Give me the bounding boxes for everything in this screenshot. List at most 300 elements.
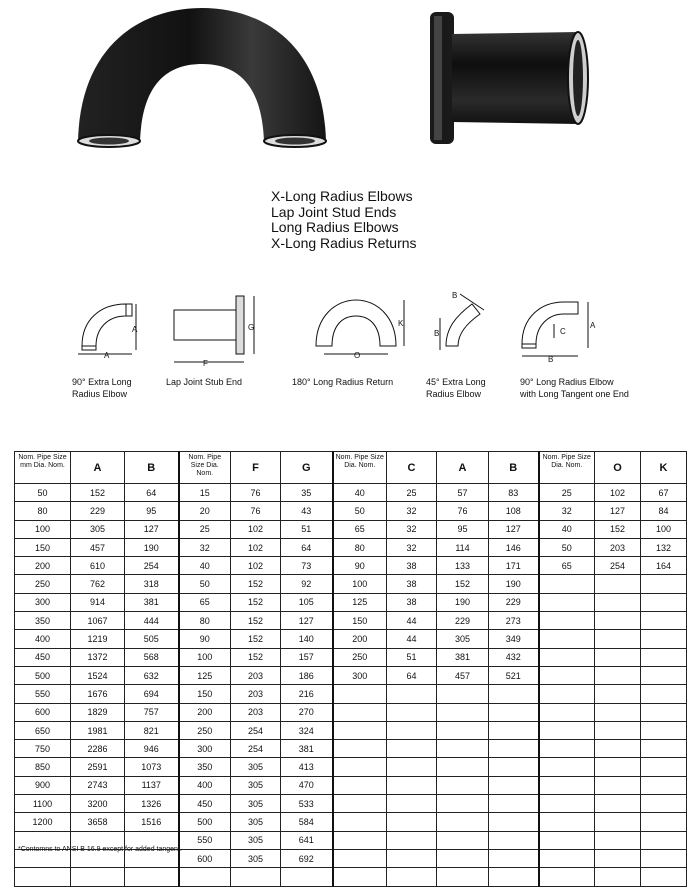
table-cell: 305 (231, 849, 281, 867)
table-cell: 641 (281, 831, 333, 849)
table-cell (539, 612, 595, 630)
table-cell: 254 (125, 557, 179, 575)
table-cell (387, 831, 437, 849)
table-cell: 127 (489, 520, 539, 538)
table-cell: 80 (179, 612, 231, 630)
dimension-table (14, 451, 687, 887)
table-cell (641, 813, 687, 831)
table-cell (437, 685, 489, 703)
table-cell (333, 849, 387, 867)
table-cell: 216 (281, 685, 333, 703)
table-cell (595, 740, 641, 758)
table-cell: 200 (15, 557, 71, 575)
table-row (15, 484, 687, 502)
table-cell: 152 (71, 484, 125, 502)
product-list (271, 189, 417, 251)
table-cell (595, 776, 641, 794)
table-cell: 324 (281, 721, 333, 739)
table-cell: 80 (333, 538, 387, 556)
table-cell (437, 703, 489, 721)
table-row (15, 666, 687, 684)
table-cell (641, 849, 687, 867)
dim-b-label: B (434, 329, 440, 338)
table-row (15, 721, 687, 739)
table-cell (641, 868, 687, 886)
table-cell: 65 (333, 520, 387, 538)
table-cell: 200 (179, 703, 231, 721)
table-cell: 550 (179, 831, 231, 849)
table-cell (489, 758, 539, 776)
table-cell (437, 831, 489, 849)
table-cell (595, 795, 641, 813)
table-cell: 32 (387, 502, 437, 520)
table-cell (333, 758, 387, 776)
table-cell (333, 795, 387, 813)
table-cell: 1981 (71, 721, 125, 739)
table-cell: 533 (281, 795, 333, 813)
return-bend-photo (72, 4, 332, 154)
table-cell (539, 630, 595, 648)
table-cell: 305 (231, 831, 281, 849)
table-cell: 32 (179, 538, 231, 556)
table-cell: 164 (641, 557, 687, 575)
table-cell: 40 (333, 484, 387, 502)
table-cell: 2743 (71, 776, 125, 794)
table-cell: 381 (437, 648, 489, 666)
elbow-45-diagram (430, 288, 500, 358)
table-cell: 432 (489, 648, 539, 666)
table-cell (489, 740, 539, 758)
table-cell: 150 (179, 685, 231, 703)
table-cell: 381 (125, 593, 179, 611)
table-cell (387, 758, 437, 776)
table-cell: 152 (231, 612, 281, 630)
table-cell (333, 831, 387, 849)
table-cell: 20 (179, 502, 231, 520)
table-cell (281, 868, 333, 886)
table-cell: 203 (595, 538, 641, 556)
table-cell: 65 (179, 593, 231, 611)
table-cell (333, 703, 387, 721)
table-cell: 1100 (15, 795, 71, 813)
table-cell: 2286 (71, 740, 125, 758)
table-cell (595, 593, 641, 611)
table-cell: 229 (71, 502, 125, 520)
table-row (15, 776, 687, 794)
table-header-cell: Nom. Pipe Size Dia. Nom. (179, 452, 231, 484)
table-cell (489, 849, 539, 867)
diagram-caption (426, 376, 486, 400)
table-cell: 1326 (125, 795, 179, 813)
table-cell: 25 (387, 484, 437, 502)
table-cell: 32 (387, 538, 437, 556)
diagram-caption (166, 376, 242, 388)
table-row (15, 813, 687, 831)
table-cell (641, 630, 687, 648)
table-cell: 757 (125, 703, 179, 721)
table-cell: 600 (15, 703, 71, 721)
table-cell: 203 (231, 666, 281, 684)
table-cell: 450 (179, 795, 231, 813)
table-cell: 76 (437, 502, 489, 520)
dim-k-label: K (398, 319, 404, 328)
table-header-cell: Nom. Pipe Size Dia. Nom. (333, 452, 387, 484)
table-cell: 505 (125, 630, 179, 648)
table-cell: 95 (125, 502, 179, 520)
table-cell: 1219 (71, 630, 125, 648)
dim-b-label: B (452, 291, 458, 300)
table-cell (387, 849, 437, 867)
table-cell (333, 740, 387, 758)
table-cell: 146 (489, 538, 539, 556)
table-cell: 133 (437, 557, 489, 575)
table-cell: 1524 (71, 666, 125, 684)
table-cell (595, 630, 641, 648)
table-cell: 900 (15, 776, 71, 794)
table-cell: 102 (231, 557, 281, 575)
table-cell: 190 (125, 538, 179, 556)
table-cell (387, 776, 437, 794)
table-cell: 3200 (71, 795, 125, 813)
table-cell: 254 (231, 740, 281, 758)
table-cell (539, 740, 595, 758)
table-cell (437, 868, 489, 886)
table-cell (437, 776, 489, 794)
table-cell: 914 (71, 593, 125, 611)
table-cell (595, 831, 641, 849)
table-cell (641, 831, 687, 849)
table-cell: 64 (281, 538, 333, 556)
return-180-diagram (312, 296, 410, 362)
table-cell: 457 (71, 538, 125, 556)
table-cell (539, 795, 595, 813)
table-cell: 318 (125, 575, 179, 593)
table-cell: 300 (15, 593, 71, 611)
table-cell: 229 (489, 593, 539, 611)
table-cell: 132 (641, 538, 687, 556)
table-cell: 80 (15, 502, 71, 520)
table-cell: 200 (333, 630, 387, 648)
table-cell (437, 795, 489, 813)
table-header-cell: B (125, 452, 179, 484)
table-cell: 102 (231, 520, 281, 538)
table-cell: 1372 (71, 648, 125, 666)
table-cell: 254 (595, 557, 641, 575)
table-cell (641, 648, 687, 666)
table-cell (539, 758, 595, 776)
table-cell: 694 (125, 685, 179, 703)
table-cell: 946 (125, 740, 179, 758)
table-cell: 152 (595, 520, 641, 538)
table-cell: 568 (125, 648, 179, 666)
table-row (15, 703, 687, 721)
table-cell (489, 703, 539, 721)
table-cell: 51 (387, 648, 437, 666)
table-row (15, 538, 687, 556)
table-cell: 152 (231, 593, 281, 611)
table-header-cell: B (489, 452, 539, 484)
table-cell (539, 593, 595, 611)
table-cell (333, 721, 387, 739)
table-cell: 270 (281, 703, 333, 721)
table-cell (437, 721, 489, 739)
table-cell (387, 703, 437, 721)
dim-c-label: C (560, 327, 566, 336)
table-cell: 381 (281, 740, 333, 758)
table-cell: 67 (641, 484, 687, 502)
table-cell: 140 (281, 630, 333, 648)
table-cell: 2591 (71, 758, 125, 776)
table-row (15, 795, 687, 813)
table-cell: 600 (179, 849, 231, 867)
table-cell: 127 (595, 502, 641, 520)
table-cell: 100 (333, 575, 387, 593)
table-cell (539, 575, 595, 593)
table-cell (489, 831, 539, 849)
table-cell: 50 (539, 538, 595, 556)
table-cell: 470 (281, 776, 333, 794)
table-cell (539, 703, 595, 721)
table-header-cell: A (71, 452, 125, 484)
footnote: *Contomns to ANSI B 16.9 except for added tangent. (18, 846, 182, 853)
table-cell: 584 (281, 813, 333, 831)
table-cell: 450 (15, 648, 71, 666)
table-cell: 349 (489, 630, 539, 648)
table-cell: 76 (231, 484, 281, 502)
table-cell (595, 612, 641, 630)
table-cell (595, 648, 641, 666)
table-cell (595, 666, 641, 684)
table-cell: 125 (179, 666, 231, 684)
table-cell (539, 648, 595, 666)
table-cell (489, 868, 539, 886)
table-cell: 550 (15, 685, 71, 703)
table-cell (539, 868, 595, 886)
table-cell: 300 (333, 666, 387, 684)
stub-end-diagram (170, 294, 270, 368)
table-cell: 150 (333, 612, 387, 630)
table-row (15, 630, 687, 648)
dim-f-label: F (203, 359, 208, 368)
table-cell (489, 721, 539, 739)
table-cell: 40 (539, 520, 595, 538)
table-cell (437, 740, 489, 758)
table-cell: 50 (179, 575, 231, 593)
table-row (15, 575, 687, 593)
table-cell: 500 (15, 666, 71, 684)
table-cell: 750 (15, 740, 71, 758)
table-cell: 43 (281, 502, 333, 520)
table-header-cell: Nom. Pipe Size mm Dia. Nom. (15, 452, 71, 484)
table-cell: 400 (179, 776, 231, 794)
table-cell: 821 (125, 721, 179, 739)
table-cell: 350 (179, 758, 231, 776)
table-header-cell: A (437, 452, 489, 484)
table-cell: 250 (333, 648, 387, 666)
table-cell: 57 (437, 484, 489, 502)
table-cell: 521 (489, 666, 539, 684)
table-cell (437, 849, 489, 867)
table-cell: 150 (15, 538, 71, 556)
table-cell (595, 575, 641, 593)
table-header-cell: F (231, 452, 281, 484)
table-cell: 25 (539, 484, 595, 502)
dim-a-label: A (590, 321, 596, 330)
table-cell (539, 831, 595, 849)
caption-line: 90° Long Radius Elbow (520, 377, 614, 387)
table-cell: 38 (387, 593, 437, 611)
table-cell: 1676 (71, 685, 125, 703)
heading-line: X-Long Radius Returns (271, 234, 417, 251)
table-cell (641, 721, 687, 739)
table-cell (333, 813, 387, 831)
caption-line: 90° Extra Long (72, 377, 132, 387)
dim-a-label: A (104, 351, 110, 360)
table-cell (641, 703, 687, 721)
table-cell: 102 (595, 484, 641, 502)
table-cell: 203 (231, 685, 281, 703)
table-cell: 1073 (125, 758, 179, 776)
table-cell: 632 (125, 666, 179, 684)
table-cell: 127 (125, 520, 179, 538)
table-cell (333, 776, 387, 794)
table-cell (387, 740, 437, 758)
table-cell (125, 868, 179, 886)
table-cell: 413 (281, 758, 333, 776)
table-cell (231, 868, 281, 886)
table-cell: 273 (489, 612, 539, 630)
table-cell: 457 (437, 666, 489, 684)
table-cell: 305 (231, 795, 281, 813)
table-cell (595, 849, 641, 867)
table-cell: 50 (333, 502, 387, 520)
caption-line: with Long Tangent one End (520, 389, 629, 399)
dim-a-label: A (132, 325, 138, 334)
table-cell: 50 (15, 484, 71, 502)
table-cell (539, 685, 595, 703)
table-cell: 1829 (71, 703, 125, 721)
table-cell (437, 758, 489, 776)
heading-line: Long Radius Elbows (271, 219, 399, 235)
table-cell: 32 (539, 502, 595, 520)
table-cell (595, 758, 641, 776)
table-cell: 127 (281, 612, 333, 630)
table-row (15, 648, 687, 666)
table-cell (539, 849, 595, 867)
stub-end-photo (418, 8, 598, 148)
table-cell: 152 (231, 575, 281, 593)
table-cell: 190 (437, 593, 489, 611)
table-cell: 1137 (125, 776, 179, 794)
table-cell (641, 795, 687, 813)
table-cell: 35 (281, 484, 333, 502)
heading-line: X-Long Radius Elbows (271, 188, 413, 204)
table-cell (641, 593, 687, 611)
table-cell: 186 (281, 666, 333, 684)
table-cell: 203 (231, 703, 281, 721)
table-cell: 1516 (125, 813, 179, 831)
table-cell: 250 (179, 721, 231, 739)
table-row (15, 612, 687, 630)
elbow-tangent-diagram (518, 294, 604, 364)
table-cell: 64 (387, 666, 437, 684)
table-cell: 692 (281, 849, 333, 867)
table-row (15, 740, 687, 758)
table-cell: 650 (15, 721, 71, 739)
table-cell: 171 (489, 557, 539, 575)
table-cell (595, 703, 641, 721)
table-cell: 305 (231, 813, 281, 831)
table-cell (387, 721, 437, 739)
table-cell: 850 (15, 758, 71, 776)
table-cell (179, 868, 231, 886)
table-cell: 305 (231, 758, 281, 776)
table-cell (539, 721, 595, 739)
table-cell: 95 (437, 520, 489, 538)
table-cell: 92 (281, 575, 333, 593)
table-cell: 40 (179, 557, 231, 575)
table-header-cell: Nom. Pipe Size Dia. Nom. (539, 452, 595, 484)
table-cell: 64 (125, 484, 179, 502)
heading-line: Lap Joint Stud Ends (271, 203, 397, 220)
table-header-row (15, 452, 687, 484)
elbow-90-diagram (74, 296, 158, 362)
caption-line: Radius Elbow (72, 389, 128, 399)
dim-o-label: O (354, 351, 361, 360)
table-cell (641, 575, 687, 593)
table-cell: 444 (125, 612, 179, 630)
table-cell: 610 (71, 557, 125, 575)
table-cell: 250 (15, 575, 71, 593)
diagram-caption (292, 376, 393, 388)
table-cell: 229 (437, 612, 489, 630)
table-cell: 100 (641, 520, 687, 538)
table-cell: 400 (15, 630, 71, 648)
table-cell (387, 685, 437, 703)
table-cell: 102 (231, 538, 281, 556)
table-cell (641, 612, 687, 630)
table-cell: 105 (281, 593, 333, 611)
table-cell: 190 (489, 575, 539, 593)
dim-b-label: B (548, 355, 554, 364)
table-cell: 65 (539, 557, 595, 575)
table-cell: 762 (71, 575, 125, 593)
caption-line: Lap Joint Stub End (166, 377, 243, 387)
table-cell (595, 868, 641, 886)
table-cell: 38 (387, 575, 437, 593)
table-cell: 44 (387, 612, 437, 630)
table-cell (15, 868, 71, 886)
table-cell: 305 (437, 630, 489, 648)
table-cell: 15 (179, 484, 231, 502)
table-header-cell: K (641, 452, 687, 484)
table-cell (489, 685, 539, 703)
table-cell: 73 (281, 557, 333, 575)
table-cell: 90 (333, 557, 387, 575)
table-cell: 300 (179, 740, 231, 758)
table-cell (539, 813, 595, 831)
table-cell: 25 (179, 520, 231, 538)
caption-line: 180° Long Radius Return (292, 377, 394, 387)
table-cell (437, 813, 489, 831)
table-cell (539, 776, 595, 794)
table-cell: 100 (179, 648, 231, 666)
table-row (15, 593, 687, 611)
table-cell (333, 685, 387, 703)
table-cell (641, 776, 687, 794)
table-cell: 38 (387, 557, 437, 575)
table-cell: 114 (437, 538, 489, 556)
